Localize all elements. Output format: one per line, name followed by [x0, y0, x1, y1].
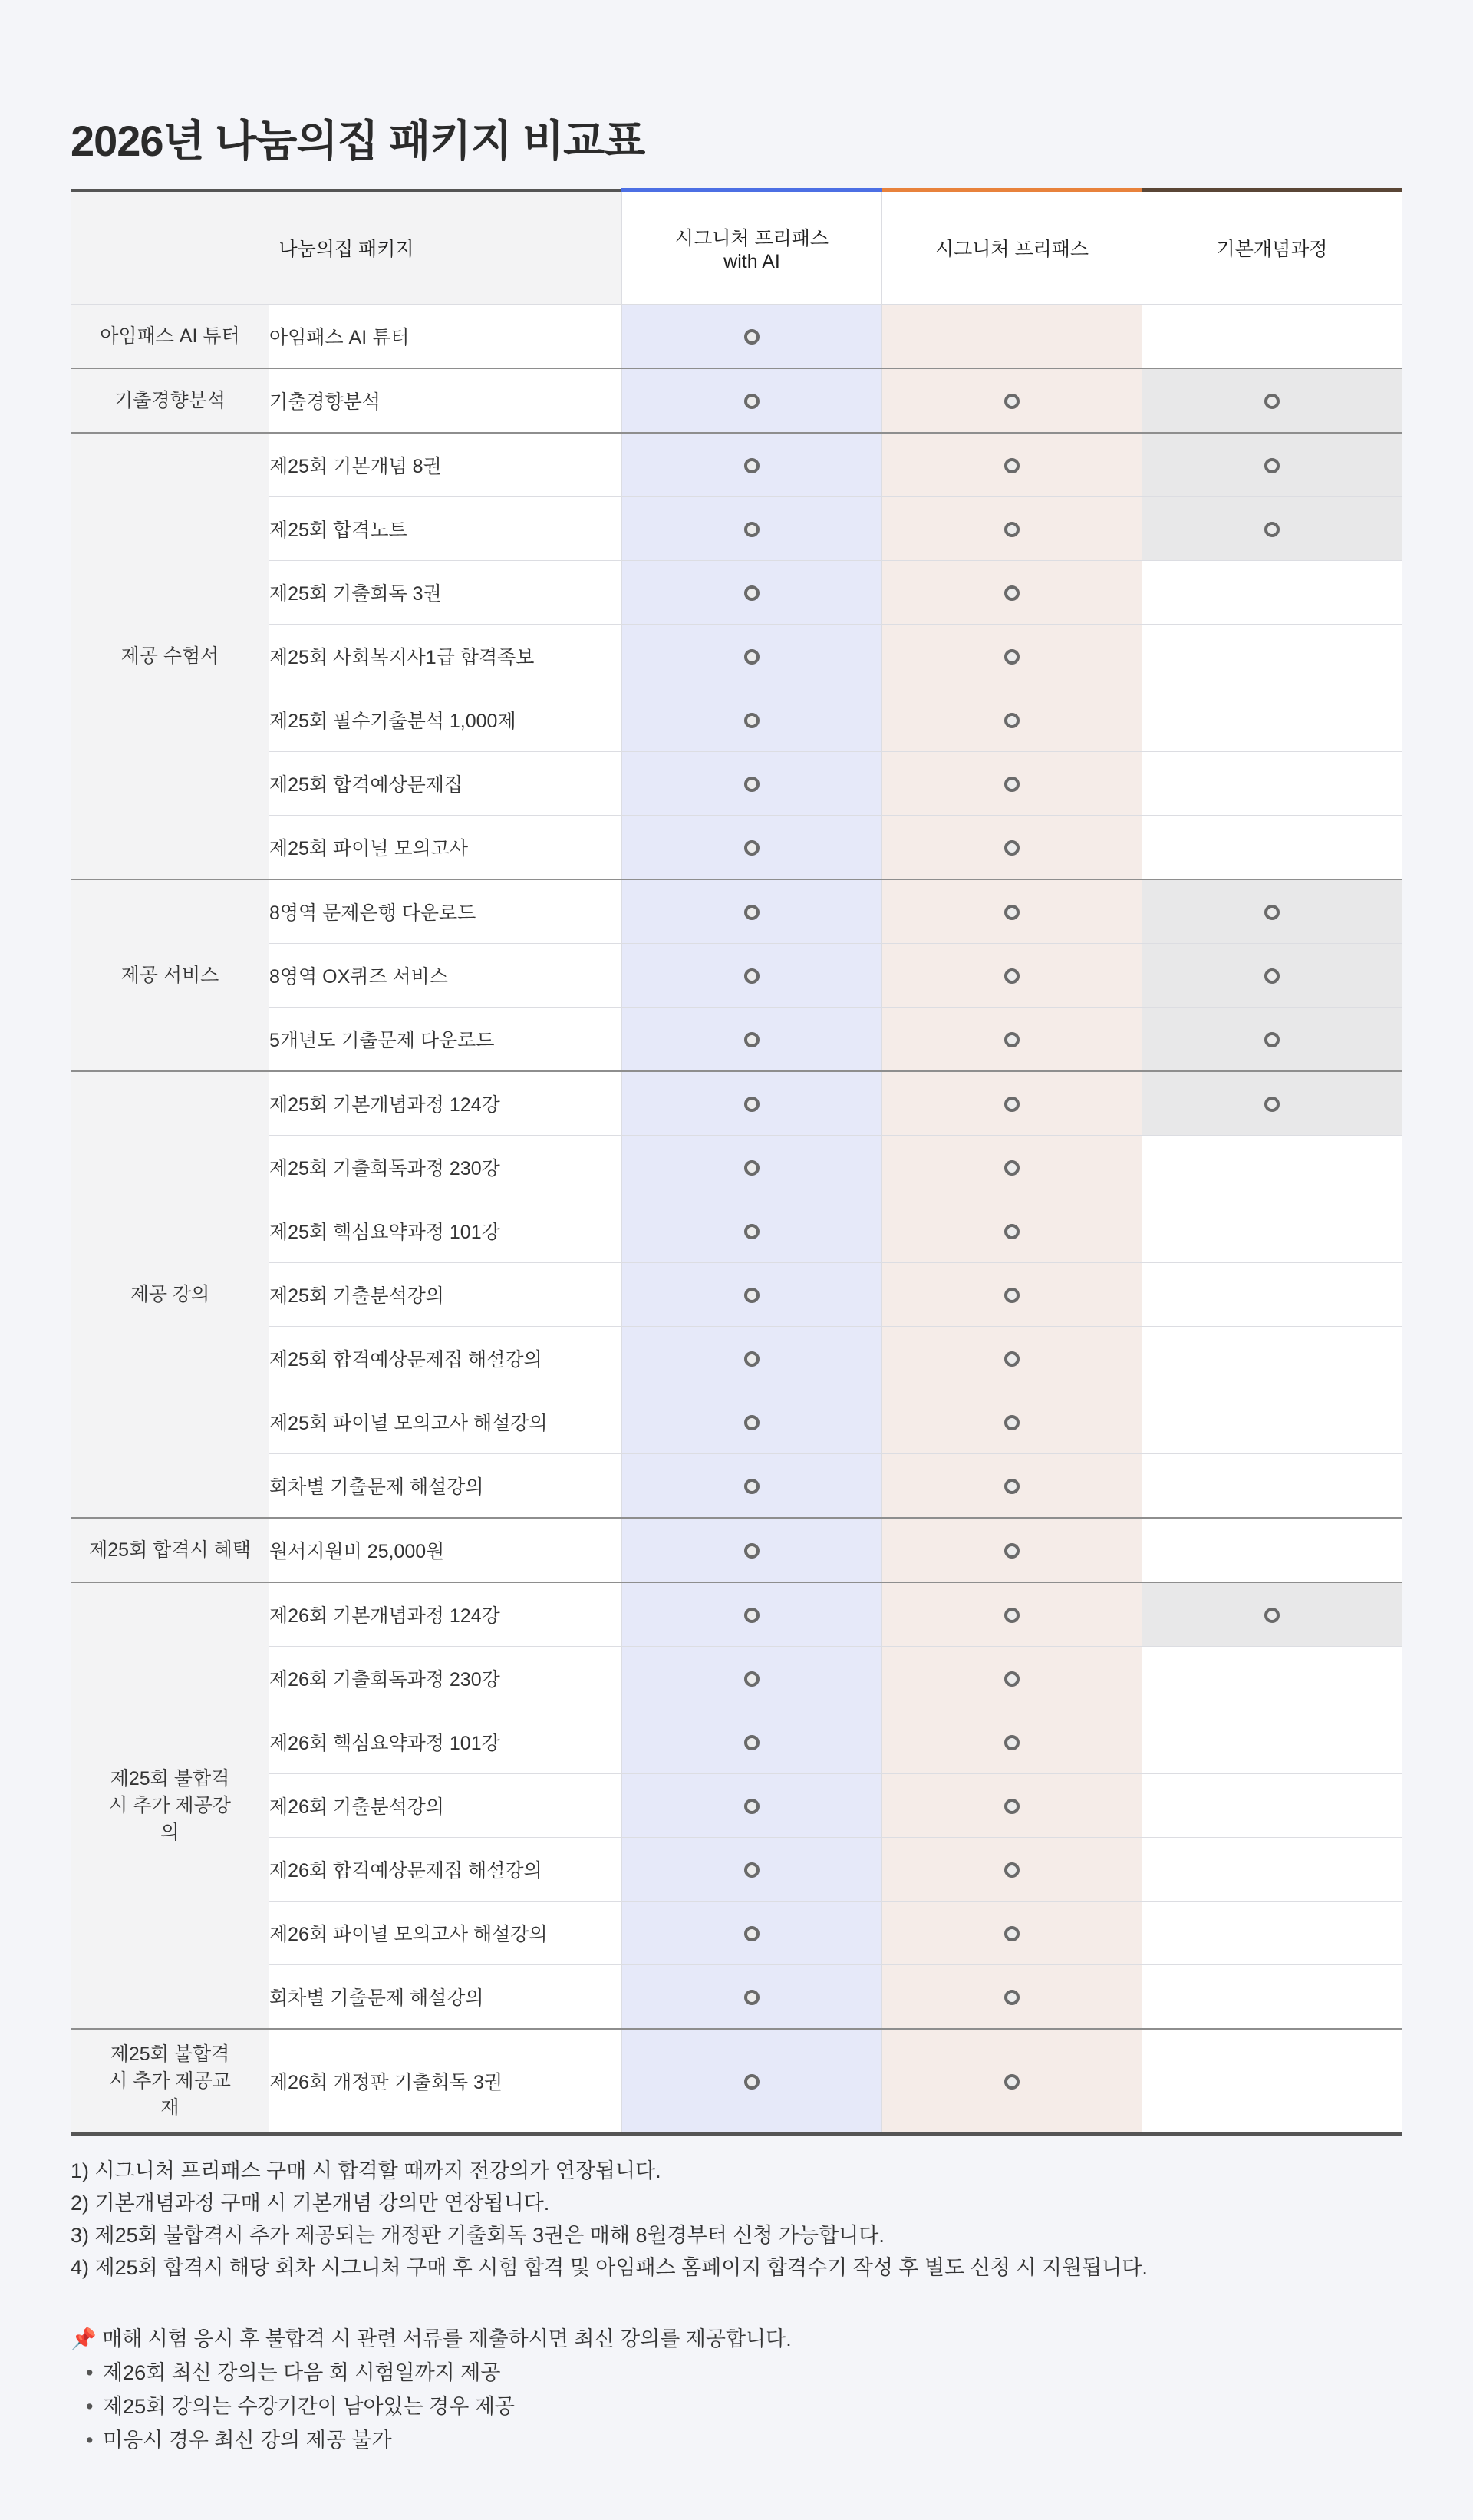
signature-cell — [882, 1008, 1142, 1072]
item-cell: 원서지원비 25,000원 — [269, 1518, 622, 1582]
signature-ai-cell — [622, 561, 882, 625]
item-cell: 제26회 기출분석강의 — [269, 1774, 622, 1838]
circle-dot-icon — [744, 713, 760, 728]
basic-cell — [1142, 1136, 1402, 1199]
circle-dot-icon — [744, 1735, 760, 1750]
circle-dot-icon — [744, 329, 760, 345]
signature-ai-cell — [622, 1647, 882, 1710]
basic-cell — [1142, 1647, 1402, 1710]
item-cell: 아임패스 AI 튜터 — [269, 305, 622, 369]
circle-dot-icon — [1004, 713, 1020, 728]
signature-ai-cell — [622, 2029, 882, 2134]
table-row — [71, 688, 1402, 752]
signature-cell — [882, 625, 1142, 688]
item-cell: 회차별 기출문제 해설강의 — [269, 1454, 622, 1519]
signature-cell — [882, 1518, 1142, 1582]
item-cell: 제25회 기출분석강의 — [269, 1263, 622, 1327]
basic-cell — [1142, 1199, 1402, 1263]
category-cell: 기출경향분석 — [71, 368, 269, 433]
circle-dot-icon — [744, 1351, 760, 1367]
signature-cell — [882, 2029, 1142, 2134]
circle-dot-icon — [744, 1415, 760, 1430]
circle-dot-icon — [1004, 777, 1020, 792]
basic-cell — [1142, 1071, 1402, 1136]
signature-cell — [882, 1582, 1142, 1647]
header-signature: 시그니처 프리패스 — [882, 190, 1142, 305]
category-cell: 제25회 합격시 혜택 — [71, 1518, 269, 1582]
circle-dot-icon — [1004, 1288, 1020, 1303]
basic-cell — [1142, 625, 1402, 688]
circle-dot-icon — [1004, 1160, 1020, 1176]
circle-dot-icon — [744, 1608, 760, 1623]
list-item-text: 미응시 경우 최신 강의 제공 불가 — [103, 2429, 392, 2452]
signature-cell — [882, 305, 1142, 369]
circle-dot-icon — [1004, 649, 1020, 665]
item-cell: 제26회 핵심요약과정 101강 — [269, 1710, 622, 1774]
table-row — [71, 1454, 1402, 1519]
comparison-table — [71, 188, 1402, 2136]
table-row — [71, 1647, 1402, 1710]
circle-dot-icon — [744, 585, 760, 601]
item-cell: 제25회 기출회독 3권 — [269, 561, 622, 625]
circle-dot-icon — [1004, 905, 1020, 920]
circle-dot-icon — [1004, 1926, 1020, 1941]
basic-cell — [1142, 1965, 1402, 2030]
circle-dot-icon — [1004, 1990, 1020, 2005]
signature-ai-cell — [622, 1774, 882, 1838]
signature-ai-cell — [622, 305, 882, 369]
table-row — [71, 1965, 1402, 2030]
circle-dot-icon — [744, 1479, 760, 1494]
table-body — [71, 305, 1402, 2135]
circle-dot-icon — [744, 1671, 760, 1687]
signature-cell — [882, 1838, 1142, 1902]
circle-dot-icon — [1004, 1224, 1020, 1239]
circle-dot-icon — [1004, 1543, 1020, 1559]
signature-cell — [882, 752, 1142, 816]
signature-cell — [882, 1071, 1142, 1136]
circle-dot-icon — [744, 1224, 760, 1239]
signature-cell — [882, 1136, 1142, 1199]
category-cell: 제공 서비스 — [71, 879, 269, 1071]
header-basic: 기본개념과정 — [1142, 190, 1402, 305]
item-cell: 8영역 문제은행 다운로드 — [269, 879, 622, 944]
circle-dot-icon — [1004, 1735, 1020, 1750]
signature-cell — [882, 944, 1142, 1008]
item-cell: 제26회 기본개념과정 124강 — [269, 1582, 622, 1647]
signature-cell — [882, 1454, 1142, 1519]
signature-ai-cell — [622, 944, 882, 1008]
table-row — [71, 1199, 1402, 1263]
circle-dot-icon — [744, 1543, 760, 1559]
signature-cell — [882, 1199, 1142, 1263]
basic-cell — [1142, 1008, 1402, 1072]
circle-dot-icon — [1004, 394, 1020, 409]
signature-ai-cell — [622, 433, 882, 497]
table-row — [71, 625, 1402, 688]
table-row — [71, 1327, 1402, 1390]
signature-ai-cell — [622, 1518, 882, 1582]
circle-dot-icon — [744, 394, 760, 409]
signature-cell — [882, 1774, 1142, 1838]
signature-cell — [882, 688, 1142, 752]
basic-cell — [1142, 561, 1402, 625]
special-notice-line — [71, 2322, 792, 2356]
signature-cell — [882, 1327, 1142, 1390]
table-row — [71, 497, 1402, 561]
signature-ai-cell — [622, 1199, 882, 1263]
item-cell: 회차별 기출문제 해설강의 — [269, 1965, 622, 2030]
circle-dot-icon — [744, 2074, 760, 2090]
bullet-icon: • — [86, 2429, 94, 2452]
basic-cell — [1142, 752, 1402, 816]
circle-dot-icon — [744, 458, 760, 473]
circle-dot-icon — [744, 649, 760, 665]
circle-dot-icon — [1264, 1032, 1280, 1047]
circle-dot-icon — [1264, 458, 1280, 473]
list-item-text: 제26회 최신 강의는 다음 회 시험일까지 제공 — [103, 2361, 501, 2384]
basic-cell — [1142, 879, 1402, 944]
circle-dot-icon — [1004, 1671, 1020, 1687]
signature-ai-cell — [622, 1071, 882, 1136]
signature-cell — [882, 368, 1142, 433]
signature-ai-cell — [622, 1008, 882, 1072]
item-cell: 제25회 파이널 모의고사 — [269, 816, 622, 880]
basic-cell — [1142, 1710, 1402, 1774]
list-item — [86, 2356, 792, 2390]
table-row — [71, 368, 1402, 433]
pushpin-icon: 📌 — [71, 2327, 97, 2350]
footnote: 2) 기본개념과정 구매 시 기본개념 강의만 연장됩니다. — [71, 2192, 550, 2215]
basic-cell — [1142, 305, 1402, 369]
table-row — [71, 1838, 1402, 1902]
signature-cell — [882, 497, 1142, 561]
item-cell: 기출경향분석 — [269, 368, 622, 433]
circle-dot-icon — [744, 1032, 760, 1047]
table-header-row — [71, 190, 1402, 305]
circle-dot-icon — [744, 1926, 760, 1941]
signature-ai-cell — [622, 1582, 882, 1647]
basic-cell — [1142, 368, 1402, 433]
bullet-icon: • — [86, 2395, 94, 2418]
item-cell: 제25회 사회복지사1급 합격족보 — [269, 625, 622, 688]
signature-cell — [882, 1390, 1142, 1454]
table-row — [71, 816, 1402, 880]
table-row — [71, 433, 1402, 497]
signature-ai-cell — [622, 688, 882, 752]
footnote: 4) 제25회 합격시 해당 회차 시그니처 구매 후 시험 합격 및 아임패스 홈페이지 합격수기 작성 후 별도 신청 시 지원됩니다. — [71, 2256, 1148, 2279]
category-cell: 제25회 불합격시 추가 제공강의 — [71, 1582, 269, 2029]
circle-dot-icon — [1004, 1799, 1020, 1814]
basic-cell — [1142, 1263, 1402, 1327]
circle-dot-icon — [1004, 1479, 1020, 1494]
header-signature-ai-line1: 시그니처 프리패스 — [674, 227, 829, 249]
special-notice-text: 매해 시험 응시 후 불합격 시 관련 서류를 제출하시면 최신 강의를 제공합니다. — [102, 2327, 792, 2350]
signature-ai-cell — [622, 1902, 882, 1965]
footnotes — [71, 2155, 1148, 2284]
signature-ai-cell — [622, 1327, 882, 1390]
circle-dot-icon — [744, 777, 760, 792]
signature-cell — [882, 561, 1142, 625]
signature-ai-cell — [622, 497, 882, 561]
circle-dot-icon — [1004, 585, 1020, 601]
circle-dot-icon — [1264, 1608, 1280, 1623]
basic-cell — [1142, 688, 1402, 752]
basic-cell — [1142, 1518, 1402, 1582]
circle-dot-icon — [1004, 1032, 1020, 1047]
circle-dot-icon — [1004, 1415, 1020, 1430]
signature-cell — [882, 1710, 1142, 1774]
circle-dot-icon — [744, 1097, 760, 1112]
circle-dot-icon — [1264, 1097, 1280, 1112]
circle-dot-icon — [1264, 522, 1280, 537]
signature-ai-cell — [622, 879, 882, 944]
basic-cell — [1142, 1774, 1402, 1838]
circle-dot-icon — [1004, 968, 1020, 984]
circle-dot-icon — [1004, 1351, 1020, 1367]
signature-ai-cell — [622, 1710, 882, 1774]
signature-ai-cell — [622, 1965, 882, 2030]
circle-dot-icon — [1004, 1608, 1020, 1623]
item-cell: 8영역 OX퀴즈 서비스 — [269, 944, 622, 1008]
table-row — [71, 1263, 1402, 1327]
circle-dot-icon — [744, 1799, 760, 1814]
item-cell: 제26회 파이널 모의고사 해설강의 — [269, 1902, 622, 1965]
table-row — [71, 1774, 1402, 1838]
circle-dot-icon — [1004, 840, 1020, 856]
signature-cell — [882, 1902, 1142, 1965]
basic-cell — [1142, 944, 1402, 1008]
signature-ai-cell — [622, 368, 882, 433]
circle-dot-icon — [744, 1288, 760, 1303]
item-cell: 제26회 개정판 기출회독 3권 — [269, 2029, 622, 2134]
circle-dot-icon — [744, 1160, 760, 1176]
table-row — [71, 879, 1402, 944]
list-item — [86, 2423, 792, 2457]
basic-cell — [1142, 1454, 1402, 1519]
header-signature-ai — [622, 190, 882, 305]
signature-cell — [882, 879, 1142, 944]
basic-cell — [1142, 1582, 1402, 1647]
circle-dot-icon — [744, 1862, 760, 1878]
table-row — [71, 305, 1402, 369]
category-cell: 제25회 불합격시 추가 제공교재 — [71, 2029, 269, 2134]
basic-cell — [1142, 1902, 1402, 1965]
table-row — [71, 944, 1402, 1008]
circle-dot-icon — [744, 968, 760, 984]
circle-dot-icon — [744, 1990, 760, 2005]
item-cell: 제25회 필수기출분석 1,000제 — [269, 688, 622, 752]
circle-dot-icon — [744, 840, 760, 856]
circle-dot-icon — [1264, 394, 1280, 409]
circle-dot-icon — [744, 522, 760, 537]
circle-dot-icon — [1004, 458, 1020, 473]
item-cell: 제25회 기본개념과정 124강 — [269, 1071, 622, 1136]
circle-dot-icon — [1264, 968, 1280, 984]
signature-cell — [882, 1263, 1142, 1327]
table-row — [71, 1008, 1402, 1072]
circle-dot-icon — [1004, 1097, 1020, 1112]
circle-dot-icon — [1004, 1862, 1020, 1878]
item-cell: 제25회 기출회독과정 230강 — [269, 1136, 622, 1199]
header-package-label: 나눔의집 패키지 — [71, 190, 622, 305]
table-row — [71, 1710, 1402, 1774]
item-cell: 제25회 기본개념 8권 — [269, 433, 622, 497]
footnote: 3) 제25회 불합격시 추가 제공되는 개정판 기출회독 3권은 매해 8월경부터 신청 가능합니다. — [71, 2224, 885, 2247]
signature-ai-cell — [622, 625, 882, 688]
circle-dot-icon — [1004, 522, 1020, 537]
signature-ai-cell — [622, 752, 882, 816]
basic-cell — [1142, 1327, 1402, 1390]
table-row — [71, 2029, 1402, 2134]
signature-cell — [882, 816, 1142, 880]
signature-ai-cell — [622, 1454, 882, 1519]
footnote: 1) 시그니처 프리패스 구매 시 합격할 때까지 전강의가 연장됩니다. — [71, 2159, 661, 2182]
bullet-icon: • — [86, 2361, 94, 2384]
signature-ai-cell — [622, 1136, 882, 1199]
special-notice — [71, 2322, 792, 2457]
signature-ai-cell — [622, 1263, 882, 1327]
table-row — [71, 1136, 1402, 1199]
signature-cell — [882, 1647, 1142, 1710]
category-cell: 아임패스 AI 튜터 — [71, 305, 269, 369]
item-cell: 5개년도 기출문제 다운로드 — [269, 1008, 622, 1072]
item-cell: 제25회 합격예상문제집 — [269, 752, 622, 816]
signature-cell — [882, 1965, 1142, 2030]
item-cell: 제26회 기출회독과정 230강 — [269, 1647, 622, 1710]
category-cell: 제공 수험서 — [71, 433, 269, 879]
item-cell: 제25회 합격노트 — [269, 497, 622, 561]
circle-dot-icon — [1004, 2074, 1020, 2090]
basic-cell — [1142, 1838, 1402, 1902]
item-cell: 제26회 합격예상문제집 해설강의 — [269, 1838, 622, 1902]
basic-cell — [1142, 816, 1402, 880]
table-row — [71, 1582, 1402, 1647]
signature-ai-cell — [622, 1390, 882, 1454]
table-row — [71, 1902, 1402, 1965]
special-notice-list — [71, 2356, 792, 2457]
list-item-text: 제25회 강의는 수강기간이 남아있는 경우 제공 — [103, 2395, 516, 2418]
header-signature-ai-line2: with AI — [723, 250, 780, 272]
signature-ai-cell — [622, 816, 882, 880]
category-cell: 제공 강의 — [71, 1071, 269, 1518]
table-row — [71, 752, 1402, 816]
signature-ai-cell — [622, 1838, 882, 1902]
basic-cell — [1142, 1390, 1402, 1454]
table-row — [71, 1518, 1402, 1582]
table-row — [71, 1390, 1402, 1454]
list-item — [86, 2390, 792, 2423]
table-row — [71, 561, 1402, 625]
page-title: 2026년 나눔의집 패키지 비교표 — [71, 117, 645, 165]
signature-cell — [882, 433, 1142, 497]
circle-dot-icon — [744, 905, 760, 920]
table-row — [71, 1071, 1402, 1136]
item-cell: 제25회 파이널 모의고사 해설강의 — [269, 1390, 622, 1454]
circle-dot-icon — [1264, 905, 1280, 920]
item-cell: 제25회 핵심요약과정 101강 — [269, 1199, 622, 1263]
basic-cell — [1142, 497, 1402, 561]
basic-cell — [1142, 2029, 1402, 2134]
basic-cell — [1142, 433, 1402, 497]
item-cell: 제25회 합격예상문제집 해설강의 — [269, 1327, 622, 1390]
